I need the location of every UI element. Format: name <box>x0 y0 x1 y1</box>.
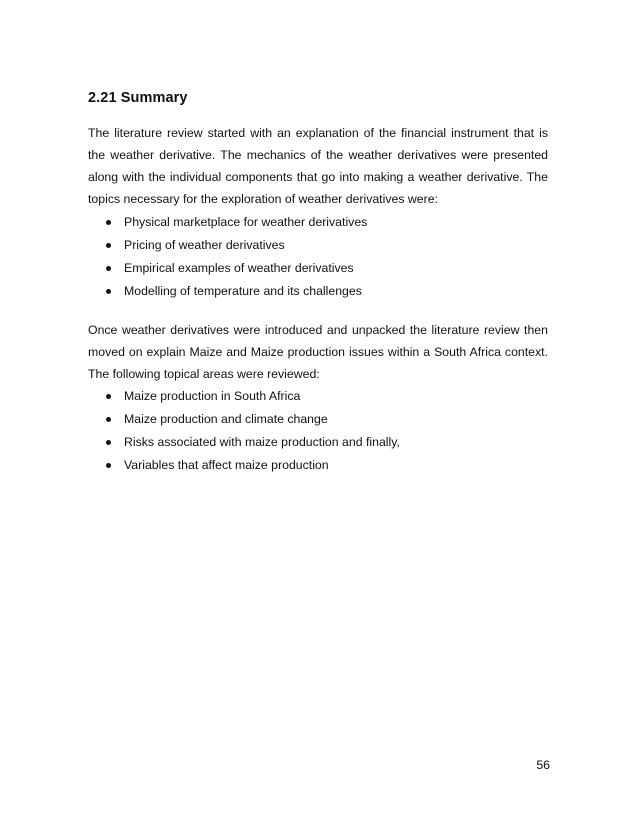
list-item <box>88 234 548 257</box>
bullet-dot-icon <box>106 463 111 468</box>
list-item <box>88 408 548 431</box>
bullet-dot-icon <box>106 243 111 248</box>
list-item-text: Maize production in South Africa <box>124 389 301 403</box>
list-item <box>88 211 548 234</box>
list-item-text: Risks associated with maize production and finally, <box>124 435 400 449</box>
summary-paragraph-2: Once weather derivatives were introduced and unpacked the literature review then moved on explain Maize and Maize production issues within a South Africa context. The following topical areas were reviewed: <box>88 323 548 381</box>
list-item-text: Pricing of weather derivatives <box>124 238 285 252</box>
bullet-dot-icon <box>106 440 111 445</box>
list-item-text: Modelling of temperature and its challenges <box>124 284 362 298</box>
section-heading: 2.21 Summary <box>88 90 188 106</box>
list-item-text: Variables that affect maize production <box>124 458 329 472</box>
list-item <box>88 385 548 408</box>
list-item <box>88 454 548 477</box>
bullet-dot-icon <box>106 266 111 271</box>
list-item-text: Physical marketplace for weather derivatives <box>124 215 368 229</box>
summary-paragraph-1: The literature review started with an explanation of the financial instrument that is the weather derivative. The mechanics of the weather derivatives were presented along with the individual components that go into making a weather derivative. The topics necessary for the exploration of weather derivatives were: <box>88 126 548 206</box>
bullet-dot-icon <box>106 289 111 294</box>
bullet-dot-icon <box>106 394 111 399</box>
list-item <box>88 280 548 303</box>
list-item-text: Maize production and climate change <box>124 412 328 426</box>
list-item-text: Empirical examples of weather derivatives <box>124 261 354 275</box>
page-number: 56 <box>536 758 550 772</box>
list-item <box>88 257 548 280</box>
bullet-dot-icon <box>106 220 111 225</box>
maize-topics-list <box>88 385 548 477</box>
bullet-dot-icon <box>106 417 111 422</box>
list-item <box>88 431 548 454</box>
weather-derivatives-topics-list <box>88 211 548 303</box>
